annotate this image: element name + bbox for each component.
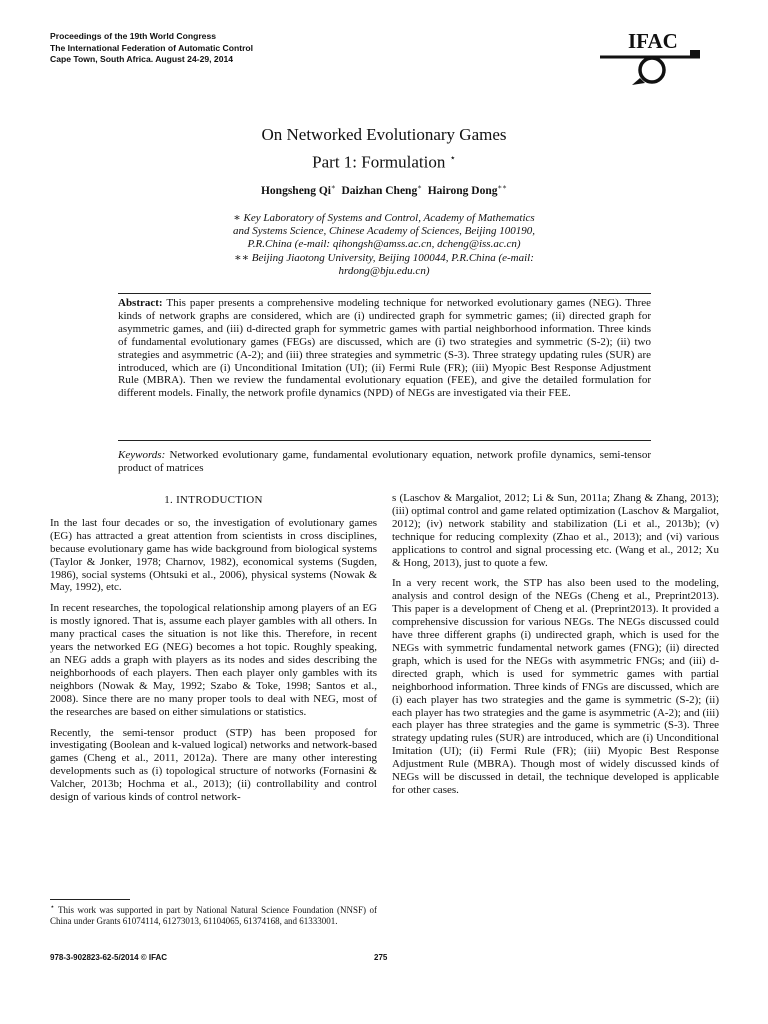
- ifac-logo: [596, 30, 704, 88]
- author-name: Hongsheng Qi: [260, 184, 331, 197]
- abstract: [118, 297, 651, 400]
- abstract-text: This paper presents a comprehensive modeling technique for networked evolutionary games (NEG). Three kinds of network graphs are considered, which are (i) undirected graph for symmetric games; (ii) directed graph for asymmetric games, and (iii) d-directed graph for symmetric games with partial neighborhood information. Three kinds of fundamental evolutionary games (FEGs) are discussed, which are (i) two strategies and symmetric (S-2); (ii) two strategies and asymmetric (A-2); and (iii) three strategies and symmetric (S-3). Three strategy updating rules (SUR) are introduced, which are (i) Unconditional Imitation (UI); (ii) Fermi Rule (FR); (iii) Myopic Best Response Adjustment Rule (MBRA). Then we review the fundamental evolutionary equation (FEE), and give the detailed formulation for different models. Finally, the network profile dynamics (NPD) of NEGs are investigated via their FEE.: [118, 297, 651, 400]
- paragraph: Recently, the semi-tensor product (STP) has been proposed for investigating (Boolean and k-valued logical) networks and network-based games (Cheng et al., 2011, 2012a). There are many other interesting developments such as (i) topological structure of notworks (Fornasini & Valcher, 2013b; Hochma et al., 2013); (ii) controllability and control design of various kinds of control network-: [50, 726, 377, 804]
- isbn-copyright: 978-3-902823-62-5/2014 © IFAC: [50, 953, 168, 962]
- keywords-text: Networked evolutionary game, fundamental evolutionary equation, network profile dynamics, semi-tensor product of matrices: [118, 449, 652, 474]
- author-mark: ∗: [330, 183, 336, 191]
- title-line-2-text: Part 1: Formulation: [312, 152, 446, 172]
- affiliation-line: ∗ Key Laboratory of Systems and Control, Academy of Mathematics: [233, 212, 535, 224]
- author-list: [0, 183, 768, 197]
- left-column: [50, 490, 377, 812]
- author-mark: ∗∗: [497, 183, 508, 191]
- affiliation-line: and Systems Science, Chinese Academy of Sciences, Beijing 100190,: [233, 225, 535, 238]
- abstract-label: Abstract:: [118, 297, 163, 309]
- author-name: Hairong Dong: [427, 184, 498, 197]
- paragraph: In the last four decades or so, the investigation of evolutionary games (EG) has attracted a great attention from scientists in cross disciplines, because evolutionary game has wide background from biological systems (Taylor & Jonker, 1978; Charnov, 1982), economical systems (Sugden, 1986), social systems (Ohtsuki et al., 2006), physical systems (Nowak & May, 1992), etc.: [50, 516, 377, 594]
- paragraph: s (Laschov & Margaliot, 2012; Li & Sun, 2011a; Zhang & Zhang, 2013); (iii) optimal control and game related optimization (Laschov & Margaliot, 2012); (iv) network stability and stabilization (Li et al., 2013b); (v) technique for reducing complexity (Zhao et al., 2013); and (vi) various applications to control and signal processing etc. (Wang et al., 2012; Xu & Hong, 2013), just to quote a few.: [392, 492, 719, 569]
- ifac-logo-graphic: [596, 30, 704, 88]
- abstract-top-rule: [118, 293, 651, 294]
- logo-text: IFAC: [628, 30, 678, 53]
- footnote-text: This work was supported in part by National Natural Science Foundation (NNSF) of China under Grants 61074114, 61273013, 61104065, 61374168, and 61333001.: [50, 905, 377, 926]
- abstract-bottom-rule: [118, 440, 651, 441]
- footnote: [50, 901, 377, 927]
- affiliation-line: P.R.China (e-mail: qihongsh@amss.ac.cn, dcheng@iss.ac.cn): [247, 238, 521, 251]
- affiliation-line: ∗∗ Beijing Jiaotong University, Beijing 100044, P.R.China (e-mail:: [234, 251, 534, 264]
- affiliations: [0, 212, 768, 278]
- page-number: 275: [374, 953, 388, 962]
- header-line-2: The International Federation of Automatic Control: [50, 42, 254, 53]
- paper-title: [0, 123, 768, 175]
- header-line-3: Cape Town, South Africa. August 24-29, 2014: [50, 54, 234, 64]
- footnote-mark: ⋆: [50, 902, 55, 911]
- author-name: Daizhan Cheng: [341, 184, 418, 197]
- proceedings-header: [50, 31, 253, 66]
- footnote-rule: [50, 899, 130, 900]
- title-line-1: On Networked Evolutionary Games: [261, 125, 507, 144]
- header-line-1: Proceedings of the 19th World Congress: [50, 31, 217, 41]
- title-footnote-mark: ⋆: [449, 153, 456, 164]
- title-line-2: [0, 147, 768, 175]
- paragraph: In a very recent work, the STP has also been used to the modeling, analysis and control design of the NEGs (Cheng et al., Preprint2013). This paper is a development of Cheng et al. (Preprint2013). It provided a comprehensive discussion for various NEGs. The NEGs discussed could have three different graphs (i) undirected graph, which is used for the NEGs with symmetric fundamental network games (FNG); (ii) directed graph, which is used for the NEGs with asymmetric FNGs; and (iii) d-directed graph, which is used for symmetric games with partial neighborhood information. Three kinds of FNGs are discussed, which are (i) each player has two strategies and the game is symmetric (S-2); (ii) each player has two strategies and the game is asymmetric (A-2); and (iii) each player has three strategies and the game is symmetric (S-3). Three strategy updating rules (SUR) are introduced, which are (i) Unconditional Imitation (UI); (ii) Fermi Rule (FR); (iii) Myopic Best Response Adjustment Rule (MBRA). Though most of widely discussed kinds of NEGs will be discussed in detail, the technique developed is applicable for other cases.: [392, 577, 719, 796]
- section-heading: 1. INTRODUCTION: [164, 494, 263, 506]
- paragraph: In recent researches, the topological relationship among players of an EG is mostly ignored. That is, assume each player gambles with all others. In many practical cases the situation is not like this. Therefore, in recent years the networked EG (NEG) becomes a hot topic. Roughly speaking, an NEG adds a graph with players as its nodes and sides describing the neighborhoods of each players. Then each player only gambles with its neighbors (Nowak & May, 1992; Szabo & Toke, 1998; Santos et al., 2008). Since there are no many proper tools to deal with NEG, most of the researches are based on either simulations or statistics.: [50, 602, 377, 718]
- affiliation-line: hrdong@bju.edu.cn): [338, 264, 430, 277]
- author-mark: ∗: [417, 183, 422, 191]
- right-column: [392, 492, 719, 805]
- keywords: [118, 449, 651, 475]
- keywords-label: Keywords:: [118, 449, 166, 461]
